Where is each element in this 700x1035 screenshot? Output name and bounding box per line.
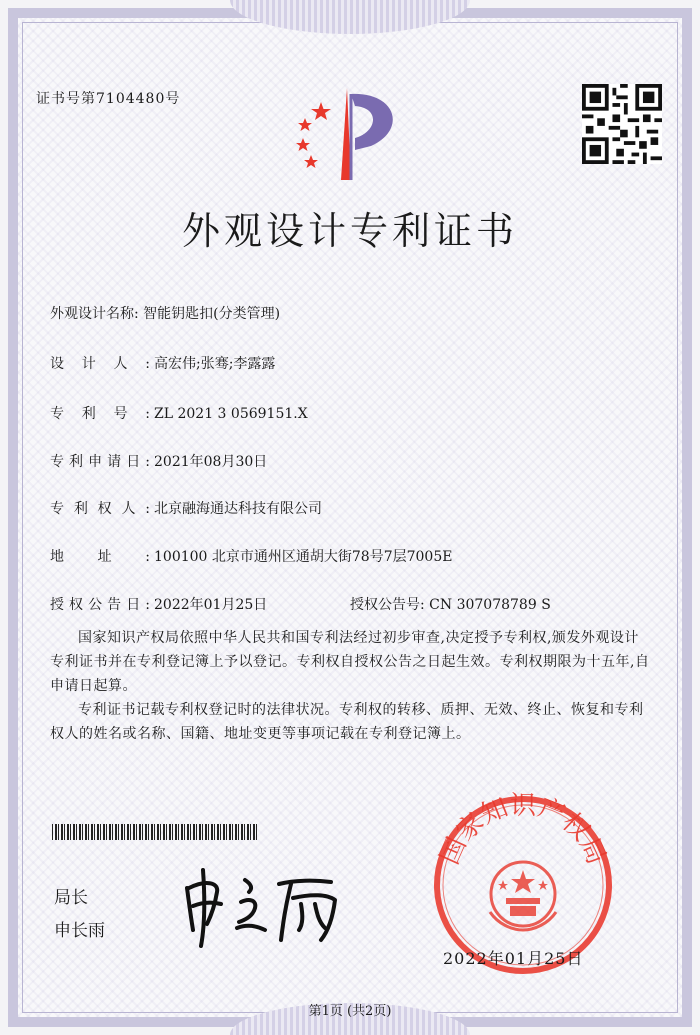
filing-date-value: 2021年08月30日 <box>154 454 268 470</box>
designer-label: 设计人: <box>50 356 150 372</box>
design-name-row <box>50 303 280 323</box>
grant-number-label: 授权公告号: <box>350 597 425 613</box>
designer-value: 高宏伟;张骞;李露露 <box>154 356 276 372</box>
cnipa-logo <box>285 80 415 190</box>
grant-date-label: 授权公告日: <box>50 597 150 613</box>
address-value: 100100 北京市通州区通胡大街78号7层7005E <box>154 549 453 565</box>
page-number: 第1页 (共2页) <box>308 1004 392 1019</box>
grant-date-row <box>50 594 267 614</box>
address-row <box>50 546 452 566</box>
patentee-row <box>50 498 322 518</box>
grant-number-value: CN 307078789 S <box>429 597 551 613</box>
seal-text: 国家知识产权局 <box>434 791 612 870</box>
patentee-value: 北京融海通达科技有限公司 <box>154 501 322 517</box>
patentee-label: 专利权人: <box>50 501 150 517</box>
filing-date-row <box>50 451 267 471</box>
svg-text:国家知识产权局 <box>435 791 612 869</box>
grant-number-row <box>350 594 551 614</box>
designer-row <box>50 353 275 373</box>
seal-date: 2022年01月25日 <box>443 949 584 968</box>
certificate-number: 证书号第7104480号 <box>36 91 181 107</box>
patent-number-value: ZL 2021 3 0569151.X <box>154 406 308 422</box>
design-name-value: 智能钥匙扣(分类管理) <box>143 306 281 322</box>
body-paragraph-2: 专利证书记载专利权登记时的法律状况。专利权的转移、质押、无效、终止、恢复和专利权人的姓名或名称、国籍、地址变更等事项记载在专利登记簿上。 <box>50 702 644 742</box>
patent-number-row <box>50 403 308 423</box>
patent-number-label: 专利号: <box>50 406 150 422</box>
body-paragraph-1: 国家知识产权局依照中华人民共和国专利法经过初步审查,决定授予专利权,颁发外观设计专利证书并在专利登记簿上予以登记。专利权自授权公告之日起生效。专利权期限为十五年,自申请日起算。 <box>50 630 650 694</box>
filing-date-label: 专利申请日: <box>50 454 150 470</box>
grant-date-value: 2022年01月25日 <box>154 597 268 613</box>
director-signature <box>175 858 365 948</box>
barcode <box>52 824 257 840</box>
qr-code <box>582 84 662 164</box>
address-label: 地址: <box>50 549 150 565</box>
design-name-label: 外观设计名称: <box>50 306 139 322</box>
director-name: 申长雨 <box>54 921 105 941</box>
director-title: 局长 <box>54 888 88 908</box>
document-title: 外观设计专利证书 <box>181 209 518 253</box>
